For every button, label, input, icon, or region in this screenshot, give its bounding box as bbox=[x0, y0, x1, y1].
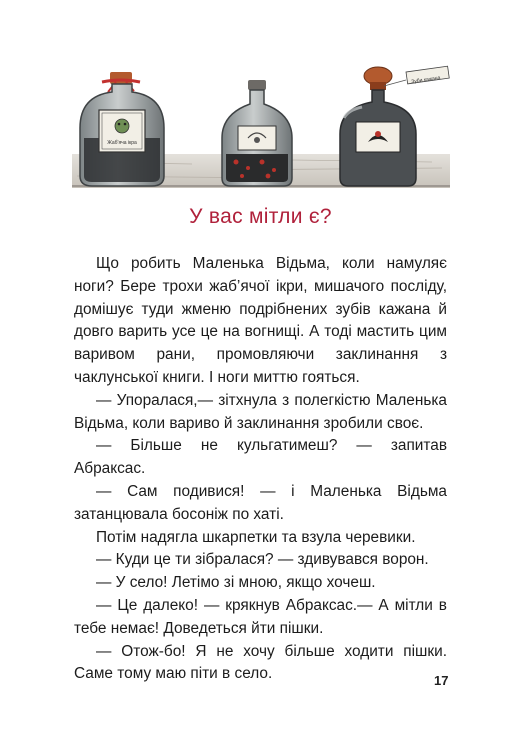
jar-label-text: Жаб'яча ікра bbox=[107, 140, 137, 146]
paragraph: — Упоралася,— зітхнула з полегкістю Маленька Відьма, коли вариво й заклинання зробили своє. bbox=[74, 391, 447, 432]
paragraph: — У село! Летімо зі мною, якщо хочеш. bbox=[96, 574, 376, 592]
paragraph: — Куди це ти зібралася? — здивувався ворон. bbox=[96, 551, 429, 569]
page-number: 17 bbox=[434, 673, 449, 688]
paragraph: Потім надягла шкарпетки та взула черевики. bbox=[96, 528, 416, 546]
paragraph: — Отож-бо! Я не хочу більше ходити пішки. Саме тому маю піти в село. bbox=[74, 642, 447, 683]
paragraph: — Більше не кульгатимеш? — запитав Абраксас. bbox=[74, 437, 447, 478]
paragraph: — Сам подивися! — і Маленька Відьма затанцювала босоніж по хаті. bbox=[74, 482, 447, 523]
paragraph: Що робить Маленька Відьма, коли намуляє ноги? Бере трохи жаб’ячої ікри, мишачого посліду, домішує туди жменю подрібнених зубів кажана й довго варить усе це на вогнищі. А тоді мастить цим варивом рани, промовляючи заклинання з чаклунської книги. І ноги миттю гояться. bbox=[74, 255, 447, 386]
bottle-tag-text: Зуби кажана bbox=[410, 74, 441, 86]
potion-bottles-illustration bbox=[72, 58, 450, 198]
potion-bottles-icon bbox=[72, 58, 450, 198]
story-text bbox=[74, 253, 447, 686]
paragraph: — Це далеко! — крякнув Абраксас.— А мітли в тебе немає! Доведеться йти пішки. bbox=[74, 596, 447, 637]
middle-bottle bbox=[222, 80, 292, 186]
left-bottle bbox=[80, 72, 164, 186]
chapter-title: У вас мітли є? bbox=[189, 205, 332, 228]
